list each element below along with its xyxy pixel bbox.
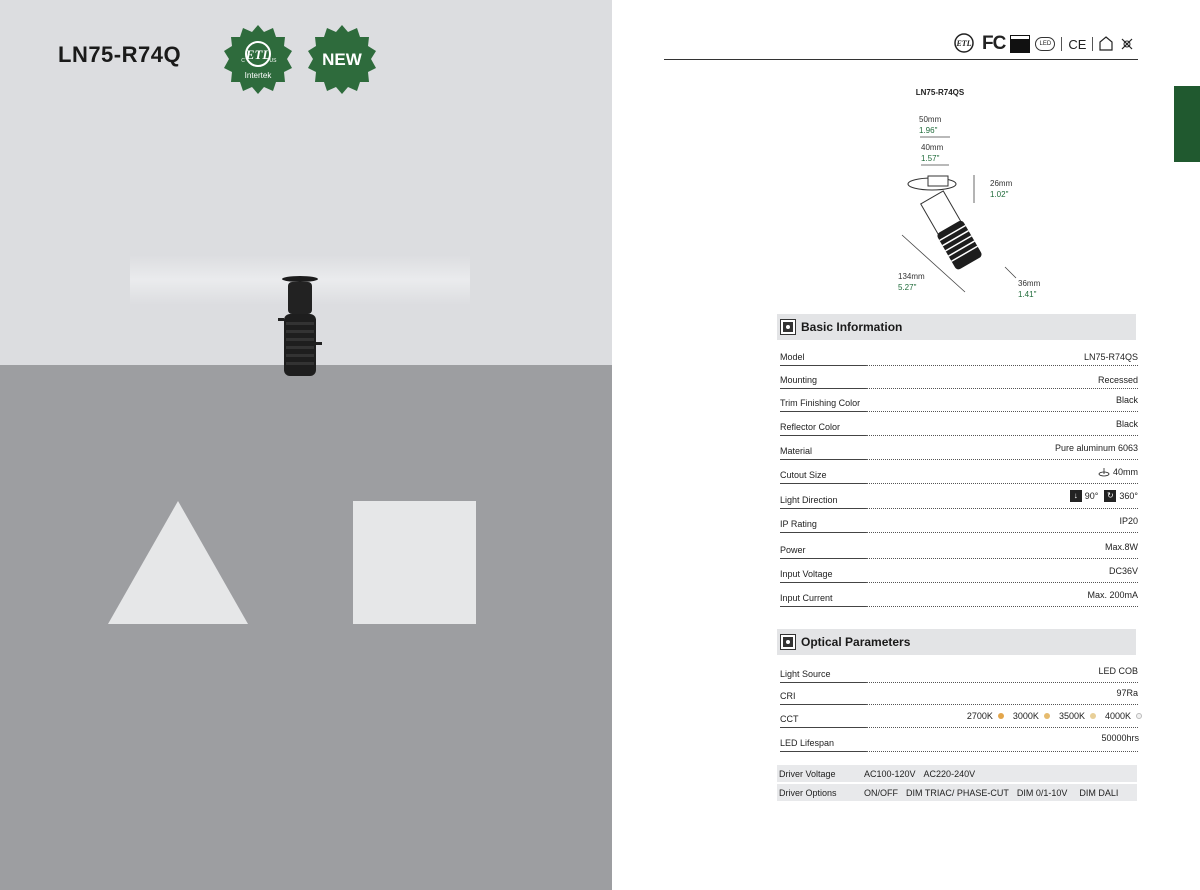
spec-label: Power — [780, 545, 806, 555]
spec-value: LED COB — [1098, 666, 1138, 676]
spec-label: Reflector Color — [780, 422, 841, 432]
cert-divider — [1061, 37, 1062, 51]
spec-value: Max. 200mA — [1087, 590, 1138, 600]
optical-parameters-title: Optical Parameters — [801, 635, 911, 649]
dimension-inch: 1.41" — [1018, 290, 1037, 299]
spec-label: Light Source — [780, 669, 831, 679]
driver-options-label: Driver Options — [779, 787, 837, 798]
cct-swatch — [1136, 713, 1142, 719]
svg-text:ETL: ETL — [956, 39, 972, 48]
cct-option: 3500K — [1058, 711, 1085, 721]
spec-label: Trim Finishing Color — [780, 398, 861, 408]
spec-value: DC36V — [1108, 566, 1138, 576]
driver-voltage-row — [777, 765, 1137, 782]
dimmable-icon — [1119, 36, 1135, 52]
info-section-icon — [781, 320, 795, 334]
etl-certification-badge — [222, 24, 294, 96]
dimension-inch: 1.96" — [919, 126, 938, 135]
new-badge — [306, 24, 378, 96]
driver-option: ON/OFF — [864, 787, 898, 798]
spec-row-input-current — [780, 583, 1138, 607]
spec-row-cct — [780, 704, 1138, 728]
spec-row-power — [780, 535, 1138, 559]
dimension-mm: 40mm — [921, 143, 944, 152]
dimension-inch: 1.02" — [990, 190, 1009, 199]
square-trim-shape — [353, 501, 476, 624]
svg-text:C: C — [241, 58, 245, 64]
svg-text:ETL: ETL — [245, 47, 271, 62]
spec-value: Black — [1115, 395, 1138, 405]
driver-options-row — [777, 784, 1137, 801]
etl-seal-icon — [222, 24, 294, 96]
driver-voltage-label: Driver Voltage — [779, 768, 836, 779]
section-side-tab — [1174, 86, 1200, 162]
spec-label: LED Lifespan — [780, 738, 835, 748]
spec-value: Pure aluminum 6063 — [1054, 443, 1138, 453]
led-icon: LED — [1035, 37, 1055, 51]
spec-row-model — [780, 342, 1138, 366]
spec-row-reflector-color — [780, 412, 1138, 436]
dimension-inch: 1.57" — [921, 154, 940, 163]
cutout-size-value: 40mm — [1112, 467, 1138, 477]
spec-row-ip-rating — [780, 509, 1138, 533]
cutout-icon — [1098, 467, 1110, 477]
driver-option: DIM TRIAC/ PHASE-CUT — [906, 787, 1009, 798]
spec-label: CCT — [780, 714, 799, 724]
spec-row-material — [780, 436, 1138, 460]
drawing-model-label: LN75-R74QS — [915, 88, 965, 97]
cct-option: 3000K — [1012, 711, 1039, 721]
spec-row-input-voltage — [780, 559, 1138, 583]
spec-row-light-source — [780, 659, 1138, 683]
fixture-dimension-drawing — [890, 110, 1030, 300]
fc-certification-icon: FC — [982, 33, 1006, 54]
tilt-angle-value: 90° — [1084, 491, 1099, 501]
spec-label: IP Rating — [780, 519, 817, 529]
dimension-mm: 26mm — [990, 179, 1013, 188]
basic-information-title: Basic Information — [801, 320, 903, 334]
etl-listed-icon — [952, 32, 976, 56]
triangle-trim-shape — [108, 501, 248, 624]
product-photo-lower — [0, 365, 612, 890]
driver-option: DIM 0/1-10V — [1016, 787, 1068, 798]
spec-row-cutout-size — [780, 460, 1138, 484]
dimension-mm: 36mm — [1018, 279, 1041, 288]
spec-value — [1098, 467, 1138, 477]
spec-row-light-direction — [780, 485, 1138, 509]
cct-swatch — [998, 713, 1004, 719]
tilt-icon: ↓ — [1070, 490, 1082, 502]
spec-label: Mounting — [780, 375, 818, 385]
driver-voltage-option: AC100-120V — [864, 768, 916, 779]
cct-swatch — [1044, 713, 1050, 719]
spec-label: Model — [780, 352, 805, 362]
certification-icon-row — [952, 32, 1135, 56]
spec-label: CRI — [780, 691, 796, 701]
optical-parameters-header — [777, 629, 1136, 655]
spec-value: Recessed — [1097, 375, 1138, 385]
spec-value: 50000hrs — [1101, 733, 1139, 743]
new-badge-label: NEW — [322, 50, 362, 69]
spec-label: Light Direction — [780, 495, 838, 505]
spec-row-mounting — [780, 365, 1138, 389]
rotation-angle-value: 360° — [1119, 491, 1138, 501]
spec-row-cri — [780, 681, 1138, 705]
driver-voltage-option: AC220-240V — [923, 768, 976, 779]
basic-information-header — [777, 314, 1136, 340]
indoor-use-icon — [1099, 36, 1113, 52]
driver-option: DIM DALI — [1079, 787, 1119, 798]
spec-value: IP20 — [1119, 516, 1138, 526]
cert-divider — [1092, 37, 1093, 51]
spec-value: Max.8W — [1104, 542, 1138, 552]
spec-value — [1070, 490, 1138, 502]
dimension-mm: 50mm — [919, 115, 942, 124]
cct-option: 4000K — [1104, 711, 1131, 721]
spec-label: Cutout Size — [780, 470, 827, 480]
spec-label: Material — [780, 446, 813, 456]
dimension-inch: 5.27" — [898, 283, 917, 292]
svg-text:US: US — [269, 58, 277, 64]
spec-row-led-lifespan — [780, 728, 1138, 752]
cct-swatch — [1090, 713, 1096, 719]
dimension-mm: 134mm — [898, 272, 925, 281]
spec-value: LN75-R74QS — [1083, 352, 1138, 362]
header-rule — [664, 59, 1138, 60]
energy-box-icon — [1011, 36, 1029, 52]
optics-section-icon — [781, 635, 795, 649]
rotation-icon: ↻ — [1104, 490, 1116, 502]
ce-certification-icon: CE — [1068, 36, 1087, 52]
spec-label: Input Current — [780, 593, 833, 603]
spec-value: 97Ra — [1116, 688, 1138, 698]
spec-label: Input Voltage — [780, 569, 833, 579]
spec-value: Black — [1115, 419, 1138, 429]
downlight-fixture-image — [268, 274, 332, 384]
cct-option: 2700K — [966, 711, 993, 721]
spec-value — [967, 711, 1142, 721]
spec-row-trim-color — [780, 388, 1138, 412]
etl-intertek-label: Intertek — [244, 71, 272, 80]
product-title: LN75-R74Q — [58, 42, 182, 67]
